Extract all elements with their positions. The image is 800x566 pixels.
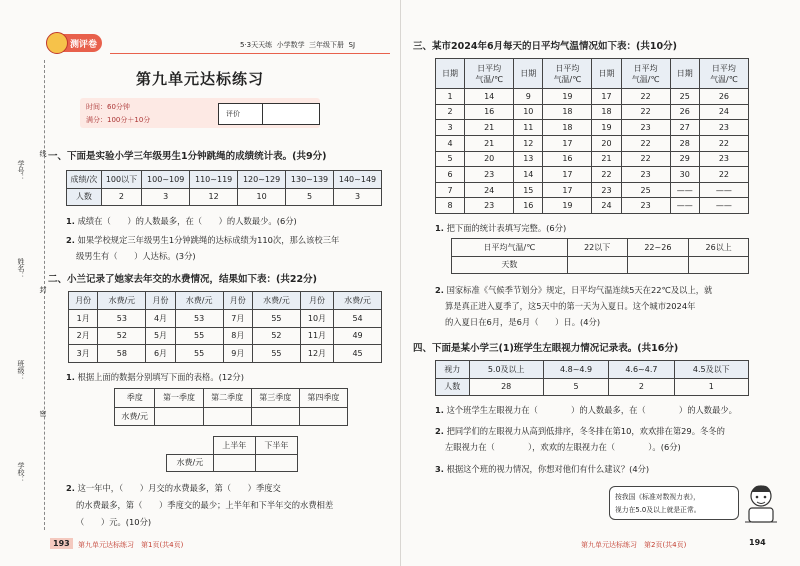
q3-cell: 1: [436, 89, 465, 105]
q3-header-temp-line2: 气温/℃: [475, 74, 504, 84]
q3-num2: 2.: [435, 285, 444, 295]
q3-cell: 17: [543, 182, 592, 198]
q3-cell: 23: [592, 182, 621, 198]
q3-cell: ——: [670, 198, 699, 214]
q3-header-day: 日期: [436, 59, 465, 89]
series: 5·3天天练: [240, 41, 273, 49]
q3-summary-header: 22以下: [567, 239, 627, 257]
q4-num2: 2.: [435, 426, 444, 436]
q3-cell: 18: [543, 120, 592, 136]
q4-sub2-cont: 左眼视力在（ ），欢欢的左眼视力在（ ）。(6分): [445, 442, 681, 452]
q2-header-cell: 水费/元: [334, 292, 382, 310]
q2-cell: 3月: [69, 345, 98, 363]
q2-cell: 55: [175, 345, 223, 363]
q3-table: [435, 58, 749, 214]
q4-sub3: [435, 463, 649, 475]
tip-line1: 按我国《标准对数视力表》，: [615, 493, 700, 501]
q2-quarter-header: 第三季度: [251, 389, 299, 408]
q2-cell: 52: [252, 327, 300, 345]
q3-header-temp-line1: 日平均: [555, 63, 580, 73]
q2-cell: 45: [334, 345, 382, 363]
q2-header-cell: 水费/元: [175, 292, 223, 310]
grade: 三年级下册: [309, 41, 345, 49]
q1-num1: 1.: [66, 216, 75, 226]
q2-sub1: [66, 371, 244, 383]
q3-cell: 26: [699, 89, 748, 105]
q2-cell: 53: [98, 309, 146, 327]
q3-cell: 13: [514, 151, 543, 167]
q4-header-cell: 4.5及以下: [674, 361, 748, 379]
q3-header-temp-line2: 气温/℃: [553, 74, 582, 84]
q2-table: [68, 291, 382, 363]
q4-sub1: [435, 404, 737, 416]
q3-cell: 8: [436, 198, 465, 214]
q3-cell: 16: [514, 198, 543, 214]
q3-cell: 25: [670, 89, 699, 105]
q3-cell: 23: [465, 167, 514, 183]
student-illustration-icon: [741, 482, 781, 526]
q2-cell: 55: [175, 327, 223, 345]
q3-header-temp-line1: 日平均: [477, 63, 502, 73]
q3-summary-header: 22~26: [627, 239, 689, 257]
q1-header-cell: 120~129: [238, 171, 286, 189]
q3-cell: 30: [670, 167, 699, 183]
q2-cell: 6月: [146, 345, 175, 363]
q3-cell: 26: [670, 104, 699, 120]
q2-cell: 7月: [223, 309, 252, 327]
q1-cell: 10: [238, 188, 286, 206]
q2-cell: 58: [98, 345, 146, 363]
q3-header-day: 日期: [514, 59, 543, 89]
q3-cell: 24: [465, 182, 514, 198]
q3-summary-header: 26以上: [689, 239, 749, 257]
q2-num2: 2.: [66, 483, 75, 493]
q2-cell: 55: [252, 345, 300, 363]
q1-cell: 5: [286, 188, 334, 206]
q3-cell: 12: [514, 135, 543, 151]
side-label-school: 学校：: [17, 462, 25, 483]
q1-header-cell: 成绩/次: [67, 171, 102, 189]
q3-cell: 23: [699, 120, 748, 136]
q3-cell: 11: [514, 120, 543, 136]
q3-cell: 17: [592, 89, 621, 105]
q3-cell: 25: [621, 182, 670, 198]
q2-halfyear-header: 上半年: [213, 437, 255, 455]
q3-cell: 22: [621, 104, 670, 120]
q3-cell: 18: [543, 104, 592, 120]
q3-cell: 27: [670, 120, 699, 136]
q4-sub2: [435, 425, 725, 437]
q3-cell: 22: [592, 167, 621, 183]
side-label-seal3: 密: [39, 410, 47, 417]
q3-cell: 3: [436, 120, 465, 136]
q1-cell: 3: [334, 188, 382, 206]
q2-quarter-row-label: 水费/元: [115, 407, 155, 426]
q2-header-cell: 月份: [223, 292, 252, 310]
q2-sub2-cont1: 的水费最多，第（ ）季度交的最少；上半年和下半年交的水费相差: [76, 500, 334, 510]
q2-sub1-text: 根据上面的数据分别填写下面的表格。(12分): [77, 372, 244, 382]
q2-halfyear-answer[interactable]: [213, 454, 255, 472]
q2-quarter-header: 第四季度: [299, 389, 347, 408]
q3-cell: 6: [436, 167, 465, 183]
q3-header-temp-line2: 气温/℃: [710, 74, 738, 84]
q1-header-cell: 130~139: [286, 171, 334, 189]
q2-cell: 2月: [69, 327, 98, 345]
q3-cell: 22: [621, 89, 670, 105]
q3-cell: 16: [465, 104, 514, 120]
q3-cell: 19: [592, 120, 621, 136]
q2-cell: 1月: [69, 309, 98, 327]
q2-halfyear-answer[interactable]: [255, 454, 297, 472]
time-info: 时间：60分钟: [86, 103, 130, 111]
q3-sub1-text: 把下面的统计表填写完整。(6分): [446, 223, 567, 233]
q3-sub2: [435, 284, 712, 296]
side-label-number: 学号：: [17, 160, 25, 181]
page-number-right: 194: [749, 538, 766, 547]
q4-header-cell: 4.8~4.9: [543, 361, 608, 379]
q3-header-temp-line1: 日平均: [633, 63, 658, 73]
q3-cell: 5: [436, 151, 465, 167]
q2-quarter-table: [114, 388, 348, 426]
q3-cell: 17: [543, 167, 592, 183]
q3-header-temp-line1: 日平均: [711, 63, 736, 73]
q3-cell: 19: [543, 89, 592, 105]
q3-cell: 24: [592, 198, 621, 214]
q3-cell: 17: [543, 135, 592, 151]
q3-sub2-text: 国家标准《气候季节划分》规定，日平均气温连续5天在22℃及以上，就: [446, 285, 713, 295]
q2-header-cell: 月份: [300, 292, 333, 310]
q1-table: [66, 170, 382, 206]
q4-cell: 1: [674, 378, 748, 396]
q2-cell: 5月: [146, 327, 175, 345]
q3-summary-answer[interactable]: [627, 256, 689, 274]
q2-header-cell: 水费/元: [252, 292, 300, 310]
q3-cell: 21: [465, 135, 514, 151]
q2-halfyear-row-label: 水费/元: [167, 454, 214, 472]
q4-row-label: 人数: [436, 378, 470, 396]
q3-cell: 2: [436, 104, 465, 120]
q3-header-temp: [543, 59, 592, 89]
score-info: 满分：100分＋10分: [86, 116, 151, 124]
q2-sub2-cont2: （ ）元。(10分): [76, 517, 152, 527]
q4-header-cell: 视力: [436, 361, 470, 379]
q3-cell: 20: [592, 135, 621, 151]
subject: 小学数学: [276, 41, 305, 49]
q1-sub2-cont: 级男生有（ ）人达标。(3分): [76, 251, 196, 261]
side-label-name: 姓名：: [17, 258, 25, 279]
q3-cell: 24: [699, 104, 748, 120]
q2-num1: 1.: [66, 372, 75, 382]
q2-cell: 52: [98, 327, 146, 345]
q3-cell: 16: [543, 151, 592, 167]
q2-quarter-header: 季度: [115, 389, 155, 408]
q2-cell: 8月: [223, 327, 252, 345]
q3-cell: 23: [621, 198, 670, 214]
brand-label: 测评卷: [70, 40, 98, 50]
q2-cell: 54: [334, 309, 382, 327]
q2-sub2-text: 这一年中，（ ）月交的水费最多，第（ ）季度交: [77, 483, 281, 493]
q4-cell: 28: [469, 378, 543, 396]
q3-header-temp: [699, 59, 748, 89]
q1-header-cell: 100以下: [101, 171, 141, 189]
q2-cell: 9月: [223, 345, 252, 363]
q3-summary-answer[interactable]: [567, 256, 627, 274]
q4-header-cell: 5.0及以上: [469, 361, 543, 379]
q3-cell: ——: [699, 182, 748, 198]
q1-sub2-text: 如果学校规定三年级男生1分钟跳绳的达标成绩为110次，那么该校三年: [77, 235, 340, 245]
q1-cell: 3: [142, 188, 190, 206]
q3-title: 三、某市2024年6月每天的日平均气温情况如下表：(共10分): [413, 41, 677, 52]
q3-cell: 18: [592, 104, 621, 120]
q3-cell: 22: [621, 151, 670, 167]
tip-line2: 视力在5.0及以上就是正常。: [615, 506, 701, 514]
q3-cell: 20: [465, 151, 514, 167]
header-series: [240, 40, 355, 50]
q3-num1: 1.: [435, 223, 444, 233]
q2-halfyear-header: 下半年: [255, 437, 297, 455]
q1-header-cell: 100~109: [142, 171, 190, 189]
q2-halfyear-table: [166, 436, 298, 472]
q3-cell: 4: [436, 135, 465, 151]
q2-cell: 55: [252, 309, 300, 327]
footer-right-text: 第九单元达标练习 第2页(共4页): [581, 541, 687, 549]
binding-line: [44, 60, 45, 530]
q4-sub2-text: 把同学们的左眼视力从高到低排序，冬冬排在第10，欢欢排在第29。冬冬的: [446, 426, 725, 436]
q1-cell: 2: [101, 188, 141, 206]
q1-header-cell: 140~149: [334, 171, 382, 189]
q3-cell: 14: [465, 89, 514, 105]
q4-cell: 2: [609, 378, 674, 396]
page-number-left: 193: [50, 538, 73, 549]
q3-header-temp: [465, 59, 514, 89]
q3-cell: 23: [699, 151, 748, 167]
q2-halfyear-corner: [167, 437, 214, 455]
brand-mascot-icon: [46, 32, 68, 54]
q3-cell: 14: [514, 167, 543, 183]
q4-header-cell: 4.6~4.7: [609, 361, 674, 379]
edition: SJ: [348, 41, 356, 49]
q2-quarter-answer[interactable]: [203, 407, 251, 426]
q3-cell: 23: [621, 120, 670, 136]
q4-num1: 1.: [435, 405, 444, 415]
q3-header-day: 日期: [670, 59, 699, 89]
rating-label: 评价: [226, 110, 240, 118]
q2-header-cell: 水费/元: [98, 292, 146, 310]
q3-sub1: [435, 222, 566, 234]
q2-cell: 12月: [300, 345, 333, 363]
q2-quarter-answer[interactable]: [251, 407, 299, 426]
q4-sub1-text: 这个班学生左眼视力在（ ）的人数最多，在（ ）的人数最少。: [446, 405, 737, 415]
q3-cell: 23: [465, 198, 514, 214]
q3-header-temp-line2: 气温/℃: [631, 74, 660, 84]
page-title: 第九单元达标练习: [135, 70, 264, 88]
q3-cell: ——: [699, 198, 748, 214]
side-label-class: 班级：: [17, 360, 25, 381]
q1-sub1: [66, 215, 297, 227]
q2-header-cell: 月份: [146, 292, 175, 310]
q3-header-day: 日期: [592, 59, 621, 89]
q2-quarter-answer[interactable]: [155, 407, 203, 426]
q3-cell: 23: [621, 167, 670, 183]
q2-quarter-answer[interactable]: [299, 407, 347, 426]
q1-header-cell: 110~119: [190, 171, 238, 189]
q2-cell: 53: [175, 309, 223, 327]
side-label-seal: 线: [39, 150, 47, 157]
q1-title: 一、下面是实验小学三年级男生1分钟跳绳的成绩统计表。(共9分): [48, 151, 327, 162]
q4-title: 四、下面是某小学三(1)班学生左眼视力情况记录表。(共16分): [413, 343, 679, 354]
q2-cell: 4月: [146, 309, 175, 327]
q3-cell: 29: [670, 151, 699, 167]
q3-cell: 7: [436, 182, 465, 198]
q3-summary-answer[interactable]: [689, 256, 749, 274]
q4-num3: 3.: [435, 464, 444, 474]
q2-sub2: [66, 482, 281, 494]
q3-header-temp: [621, 59, 670, 89]
q3-summary-row-label: 天数: [452, 256, 568, 274]
q2-quarter-header: 第二季度: [203, 389, 251, 408]
q3-cell: 19: [543, 198, 592, 214]
q3-summary-table: [451, 238, 749, 274]
q2-title: 二、小兰记录了她家去年交的水费情况，结果如下表：(共22分): [48, 274, 317, 285]
q1-sub1-text: 成绩在（ ）的人数最多，在（ ）的人数最少。(6分): [77, 216, 297, 226]
q1-sub2: [66, 234, 339, 246]
q4-sub3-text: 根据这个班的视力情况，你想对他们有什么建议？(4分): [446, 464, 650, 474]
q3-cell: 21: [592, 151, 621, 167]
q1-row-label: 人数: [67, 188, 102, 206]
q2-cell: 10月: [300, 309, 333, 327]
q4-table: [435, 360, 749, 396]
q1-cell: 12: [190, 188, 238, 206]
q3-cell: 22: [699, 135, 748, 151]
q2-quarter-header: 第一季度: [155, 389, 203, 408]
q3-cell: 22: [621, 135, 670, 151]
q3-sub2-cont2: 的入夏日在6月，是6月（ ）日。(4分): [445, 317, 601, 327]
header-rule: [110, 53, 390, 54]
q2-header-cell: 月份: [69, 292, 98, 310]
q3-cell: 15: [514, 182, 543, 198]
q3-cell: 10: [514, 104, 543, 120]
rating-divider: [262, 103, 263, 125]
q2-cell: 49: [334, 327, 382, 345]
right-page: [400, 0, 800, 566]
q1-num2: 2.: [66, 235, 75, 245]
q3-cell: ——: [670, 182, 699, 198]
footer-left-text: 第九单元达标练习 第1页(共4页): [78, 541, 184, 549]
q3-cell: 9: [514, 89, 543, 105]
q3-sub2-cont1: 算是真正进入夏季了，这5天中的第一天为入夏日。这个城市2024年: [445, 301, 696, 311]
q3-cell: 28: [670, 135, 699, 151]
q3-summary-header: 日平均气温/℃: [452, 239, 568, 257]
q3-cell: 22: [699, 167, 748, 183]
q4-cell: 5: [543, 378, 608, 396]
q3-cell: 21: [465, 120, 514, 136]
q2-cell: 11月: [300, 327, 333, 345]
side-label-seal2: 封: [39, 286, 47, 293]
